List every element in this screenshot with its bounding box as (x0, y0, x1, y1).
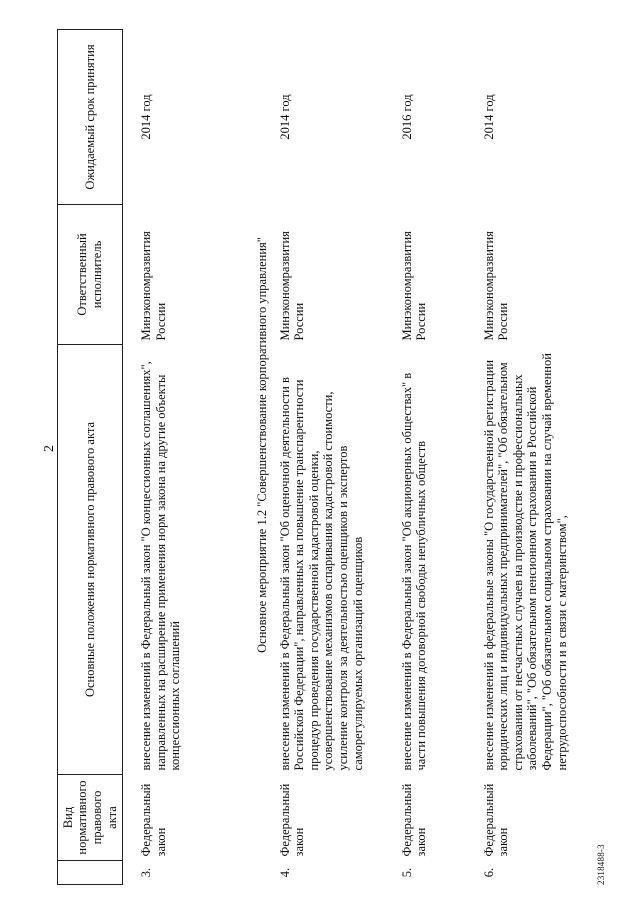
document-code: 2318488-3 (596, 844, 606, 885)
header-executor: Ответственный исполнитель (58, 205, 123, 345)
section-row (251, 30, 276, 885)
row-number: 5. (399, 867, 414, 878)
table-row (276, 30, 398, 885)
landscape-sheet (57, 30, 587, 885)
row-number: 4. (277, 867, 292, 878)
act-provisions: внесение изменений в Федеральный закон "Об оценочной деятельности в Российской Федерации", направленных на повышение транспарентности процедур проведения государственной кадастровой оценки, усовершенствование механизмов оспаривания кадастровой стоимости, усиление контроля за деятельностью оценщиков и экспертов саморегулируемых организаций оценщиков (277, 377, 365, 771)
act-provisions: внесение изменений в Федеральный закон "Об акционерных обществах" в части повышения договорной свободы непубличных обществ (399, 372, 429, 771)
adoption-term: 2014 год (139, 94, 153, 140)
act-kind: Федеральный закон (481, 783, 511, 857)
responsible-executor: Минэкономразвития России (139, 231, 168, 341)
table-header-row (58, 30, 123, 885)
header-number (58, 861, 123, 885)
table-row (398, 30, 480, 885)
act-provisions: внесение изменений в федеральные законы "О государственной регистрации юридических лиц и индивидуальных предпринимателей", "Об обязательном страховании от несчастных случаев на производстве и профессиональных заболеваний", "Об обязательном пенсионном страховании в Российской Федерации", "Об обязательном социальном страховании на случай временной нетрудоспособности и в связи с материнством", (481, 353, 569, 771)
row-number: 3. (139, 867, 153, 878)
adoption-term: 2016 год (399, 94, 414, 140)
adoption-term: 2014 год (277, 94, 292, 140)
act-kind: Федеральный закон (399, 783, 429, 857)
header-term: Ожидаемый срок принятия (58, 30, 123, 205)
adoption-term: 2014 год (481, 94, 496, 140)
responsible-executor: Минэкономразвития России (277, 231, 307, 341)
page-number: 2 (42, 445, 57, 452)
header-kind: Вид нормативного правового акта (58, 775, 123, 861)
act-kind: Федеральный закон (277, 783, 307, 857)
header-provisions: Основные положения нормативного правового акта (58, 345, 123, 775)
legal-acts-table (57, 29, 600, 885)
row-number: 6. (481, 867, 496, 878)
responsible-executor: Минэкономразвития России (399, 231, 429, 341)
act-provisions: внесение изменений в Федеральный закон "О концессионных соглашениях", направленных на расширение применения норм закона на другие объекты концессионных соглашений (139, 361, 183, 771)
table-row (137, 30, 251, 885)
responsible-executor: Минэкономразвития России (481, 231, 511, 341)
act-kind: Федеральный закон (139, 783, 168, 857)
section-title: Основное мероприятие 1.2 "Совершенствование корпоративного управления" (255, 237, 269, 653)
table-row (480, 30, 600, 885)
